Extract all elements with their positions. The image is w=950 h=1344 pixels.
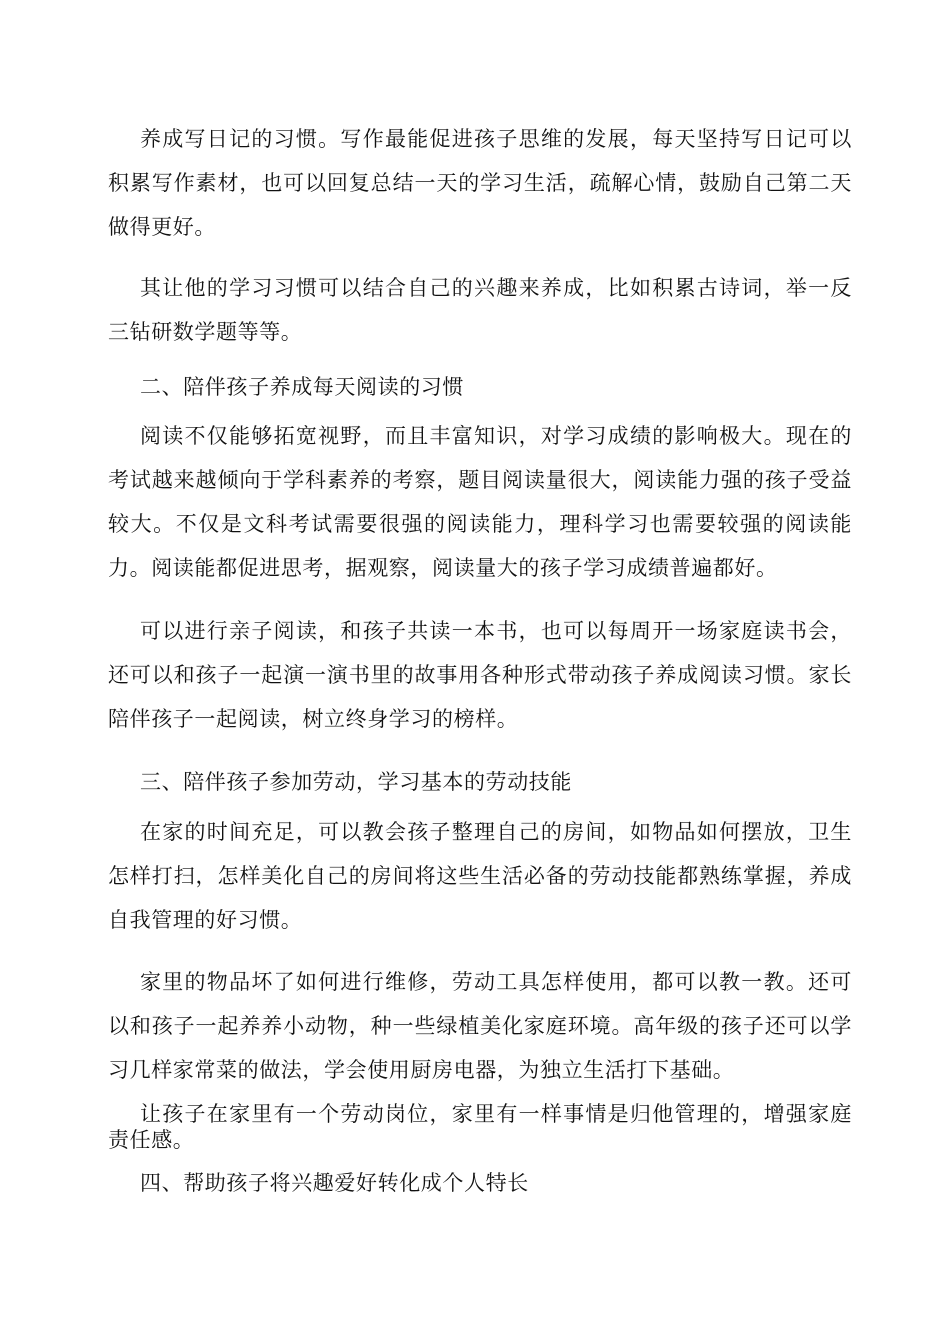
section-heading-reading: 二、陪伴孩子养成每天阅读的习惯 [140,375,464,399]
section-heading-interests: 四、帮助孩子将兴趣爱好转化成个人特长 [140,1171,529,1195]
section-heading-labor: 三、陪伴孩子参加劳动，学习基本的劳动技能 [140,770,572,794]
paragraph-household-duty: 让孩子在家里有一个劳动岗位，家里有一样事情是归他管理的，增强家庭责任感。 [108,1102,852,1152]
paragraph-household-skills: 家里的物品坏了如何进行维修，劳动工具怎样使用，都可以教一教。还可以和孩子一起养养小动物，种一些绿植美化家庭环境。高年级的孩子还可以学习几样家常菜的做法，学会使用厨房电器，为独立生活打下基础。 [108,970,852,1082]
paragraph-parent-child-reading: 可以进行亲子阅读，和孩子共读一本书，也可以每周开一场家庭读书会，还可以和孩子一起演一演书里的故事用各种形式带动孩子养成阅读习惯。家长陪伴孩子一起阅读，树立终身学习的榜样。 [108,619,852,731]
paragraph-other-habits: 其让他的学习习惯可以结合自己的兴趣来养成，比如积累古诗词，举一反三钻研数学题等等。 [108,276,852,344]
paragraph-room-tidying: 在家的时间充足，可以教会孩子整理自己的房间，如物品如何摆放，卫生怎样打扫，怎样美化自己的房间将这些生活必备的劳动技能都熟练掌握，养成自我管理的好习惯。 [108,820,852,932]
paragraph-reading-benefits: 阅读不仅能够拓宽视野，而且丰富知识，对学习成绩的影响极大。现在的考试越来越倾向于学科素养的考察，题目阅读量很大，阅读能力强的孩子受益较大。不仅是文科考试需要很强的阅读能力，理科学习也需要较强的阅读能力。阅读能都促进思考，据观察，阅读量大的孩子学习成绩普遍都好。 [108,424,852,580]
paragraph-diary-habit: 养成写日记的习惯。写作最能促进孩子思维的发展，每天坚持写日记可以积累写作素材，也可以回复总结一天的学习生活，疏解心情，鼓励自己第二天做得更好。 [108,127,852,239]
